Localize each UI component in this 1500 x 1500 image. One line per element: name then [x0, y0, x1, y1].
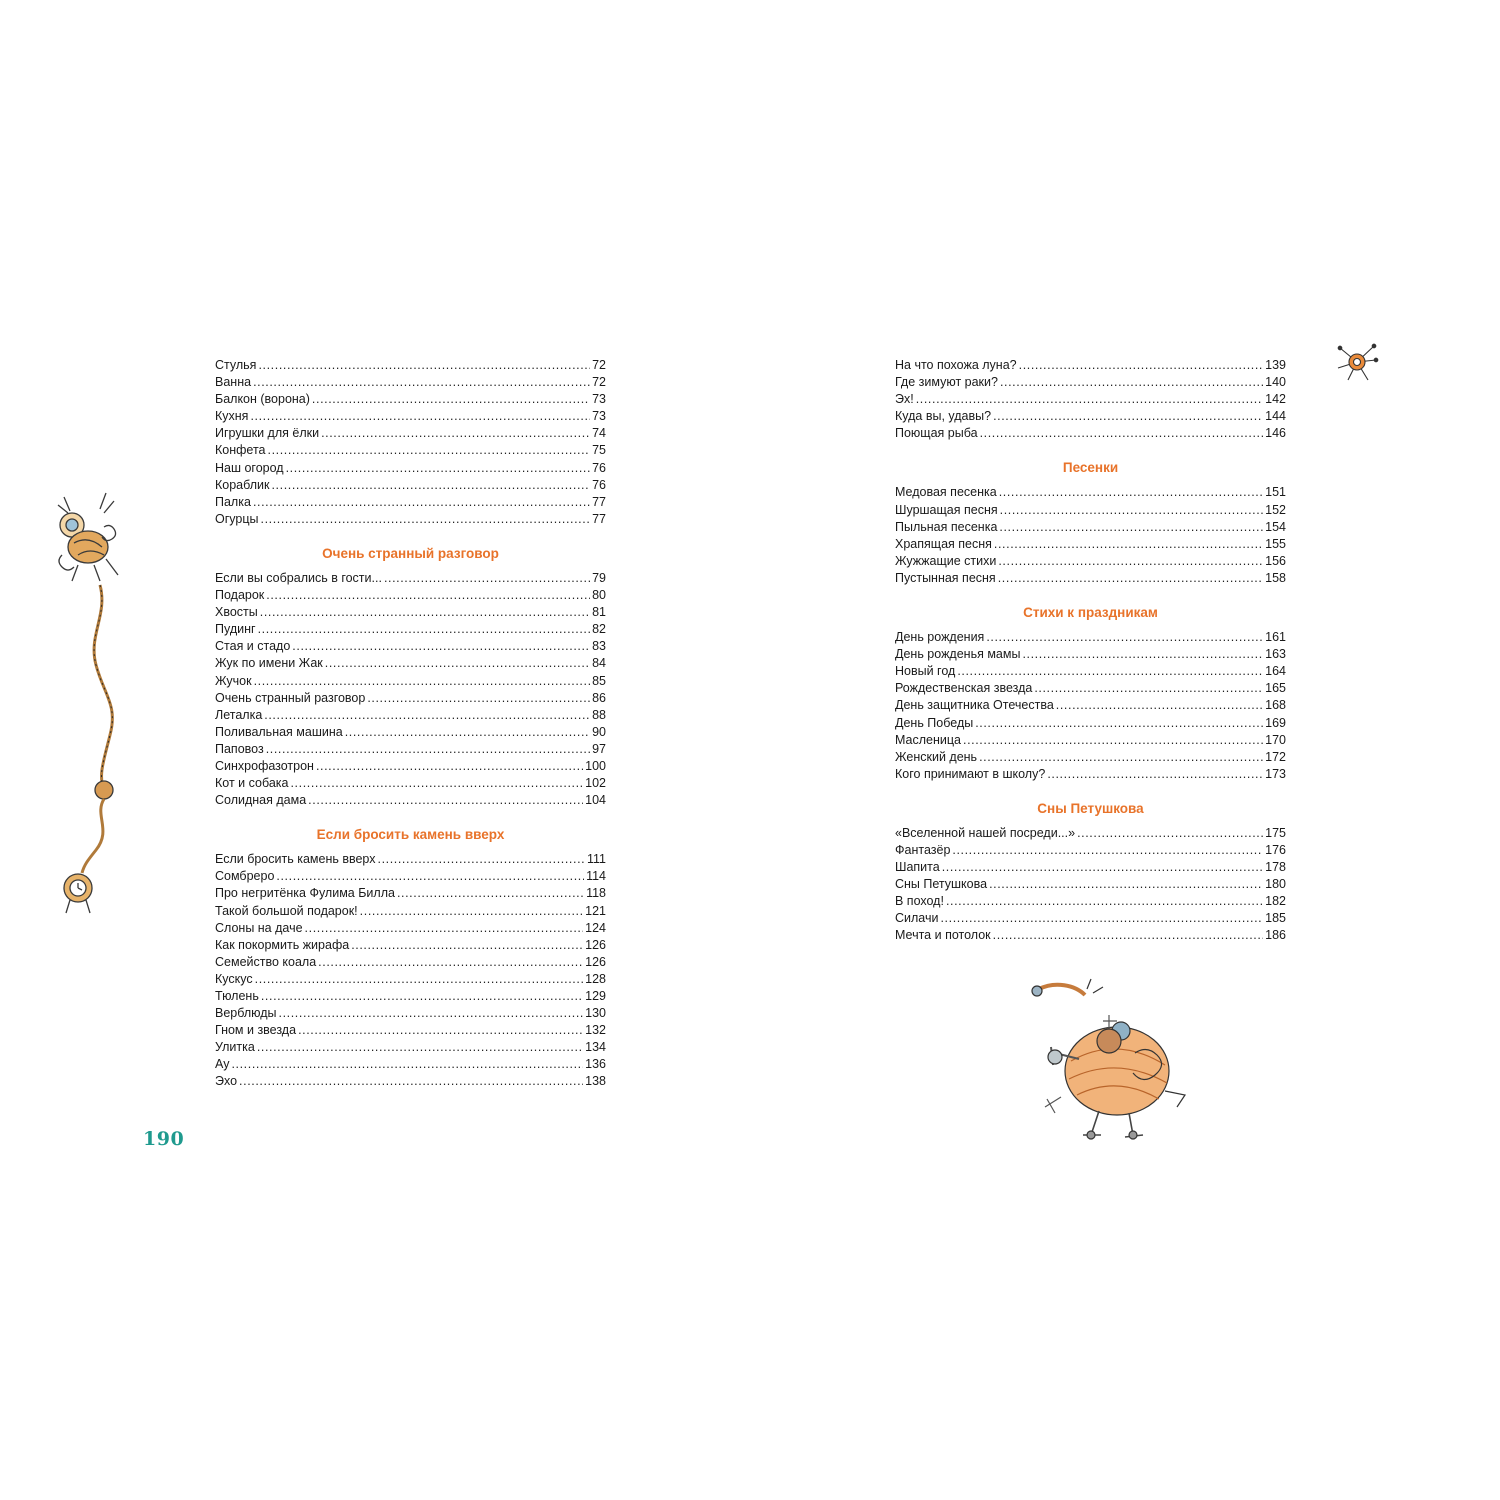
- toc-entry: [215, 792, 606, 809]
- toc-entry-title: Тюлень: [215, 989, 259, 1003]
- toc-entry-title: Эхо: [215, 1074, 238, 1089]
- toc-entry: [215, 954, 606, 971]
- section-title: Стихи к праздникам: [1023, 605, 1158, 621]
- dot-leader: [1034, 680, 1263, 697]
- toc-entry-page: 102: [585, 776, 606, 791]
- toc-entry-page: 129: [585, 989, 606, 1003]
- toc-entry-page: 154: [1265, 519, 1286, 534]
- toc-entry: [215, 673, 606, 690]
- toc-entry: [215, 374, 606, 391]
- dot-leader: [989, 876, 1263, 893]
- toc-entry-title: Новый год: [895, 664, 956, 679]
- toc-entry-page: 161: [1265, 630, 1286, 645]
- dot-leader: [952, 842, 1263, 859]
- toc-entry: [215, 1039, 606, 1056]
- dot-leader: [250, 408, 590, 425]
- toc-entry: [215, 885, 606, 902]
- dot-leader: [1056, 697, 1263, 714]
- dot-leader: [318, 954, 583, 971]
- toc-entry: [215, 920, 606, 937]
- dot-leader: [257, 1039, 583, 1056]
- toc-entry-title: Семейство коала: [215, 954, 317, 969]
- toc-entry-title: Если вы собрались в гости...: [215, 570, 382, 585]
- dot-leader: [271, 477, 590, 494]
- toc-entry-title: Синхрофазотрон: [215, 758, 314, 773]
- toc-entry: [215, 758, 606, 775]
- toc-entry: [215, 638, 606, 655]
- toc-entry-page: 152: [1265, 502, 1286, 517]
- toc-entry-page: 134: [585, 1040, 606, 1055]
- dot-leader: [292, 638, 590, 655]
- toc-entry: [215, 851, 606, 868]
- toc-entry: [895, 646, 1286, 663]
- toc-entry-page: 128: [585, 971, 606, 986]
- toc-entry-title: День Победы: [895, 715, 974, 730]
- dot-leader: [1077, 825, 1263, 842]
- toc-entry-page: 168: [1265, 698, 1286, 713]
- toc-left-column: [215, 357, 606, 1091]
- dot-leader: [254, 673, 591, 690]
- dot-leader: [276, 868, 584, 885]
- toc-entry-title: Верблюды: [215, 1006, 277, 1021]
- toc-entry-page: 155: [1265, 536, 1286, 551]
- toc-entry-title: Огурцы: [215, 511, 259, 526]
- toc-entry-title: Солидная дама: [215, 793, 307, 808]
- toc-entry-page: 151: [1265, 485, 1286, 500]
- toc-entry: [215, 707, 606, 724]
- toc-entry: [215, 1022, 606, 1039]
- toc-entry-title: В поход!: [895, 894, 944, 909]
- toc-entry: [895, 391, 1286, 408]
- dot-leader: [321, 425, 590, 442]
- toc-entry: [215, 442, 606, 459]
- toc-entry: [215, 655, 606, 672]
- small-mechanical-spider-illustration: [1334, 340, 1380, 384]
- toc-entry-page: 124: [585, 920, 606, 935]
- toc-entry-title: Пыльная песенка: [895, 519, 998, 534]
- toc-entry-page: 111: [586, 852, 606, 867]
- toc-entry-page: 126: [585, 954, 606, 969]
- toc-entry-title: Ау: [215, 1057, 230, 1072]
- toc-entry-page: 81: [592, 605, 606, 620]
- toc-entry: [895, 553, 1286, 570]
- toc-entry-page: 185: [1265, 911, 1286, 926]
- toc-entry-title: Масленица: [895, 732, 961, 747]
- toc-entry-title: Гном и звезда: [215, 1023, 297, 1038]
- toc-entry: [895, 893, 1286, 910]
- dot-leader: [231, 1056, 583, 1073]
- toc-entry-title: Слоны на даче: [215, 920, 303, 935]
- toc-right-column: [895, 357, 1286, 945]
- toc-entry: [895, 680, 1286, 697]
- toc-entry-title: Женский день: [895, 749, 978, 764]
- toc-entry-title: Паповоз: [215, 741, 264, 756]
- dot-leader: [980, 425, 1264, 442]
- toc-entry: [215, 937, 606, 954]
- toc-entry: [895, 425, 1286, 442]
- toc-entry-title: Силачи: [895, 911, 939, 926]
- toc-entry: [215, 511, 606, 528]
- dot-leader: [940, 910, 1263, 927]
- toc-entry-page: 72: [592, 358, 606, 372]
- toc-entry: [895, 408, 1286, 425]
- section-title: Если бросить камень вверх: [316, 827, 505, 843]
- toc-entry: [215, 604, 606, 621]
- toc-entry-page: 136: [585, 1057, 606, 1072]
- dot-leader: [397, 885, 584, 902]
- toc-entry-page: 73: [592, 409, 606, 424]
- toc-entry-title: Очень странный разговор: [215, 690, 366, 705]
- toc-entry-title: Такой большой подарок!: [215, 903, 358, 918]
- dot-leader: [264, 707, 590, 724]
- dot-leader: [298, 1022, 583, 1039]
- dot-leader: [946, 893, 1263, 910]
- dot-leader: [367, 690, 590, 707]
- toc-entry-page: 121: [585, 903, 606, 918]
- toc-entry-title: Улитка: [215, 1040, 255, 1055]
- toc-entry-page: 72: [592, 375, 606, 390]
- dot-leader: [279, 1005, 584, 1022]
- dot-leader: [1000, 374, 1263, 391]
- toc-entry-title: Рождественская звезда: [895, 681, 1033, 696]
- dot-leader: [986, 629, 1263, 646]
- dot-leader: [312, 391, 590, 408]
- toc-entry-title: Сны Петушкова: [895, 877, 988, 892]
- toc-entry: [895, 715, 1286, 732]
- mechanical-chicken-illustration: [1025, 975, 1195, 1147]
- dot-leader: [1047, 766, 1263, 783]
- toc-entry-title: Храпящая песня: [895, 536, 992, 551]
- toc-entry-page: 170: [1265, 732, 1286, 747]
- toc-entry: [895, 842, 1286, 859]
- toc-entry: [895, 502, 1286, 519]
- toc-entry-page: 126: [585, 937, 606, 952]
- toc-entry-page: 83: [592, 639, 606, 654]
- toc-entry-title: Пустынная песня: [895, 570, 996, 585]
- toc-entry-page: 76: [592, 460, 606, 475]
- toc-entry: [895, 876, 1286, 893]
- dot-leader: [325, 655, 590, 672]
- toc-entry-page: 79: [592, 570, 606, 585]
- dot-leader: [999, 519, 1263, 536]
- toc-entry-page: 146: [1265, 426, 1286, 441]
- toc-entry: [215, 477, 606, 494]
- toc-entry-page: 90: [592, 724, 606, 739]
- toc-entry-title: Ванна: [215, 375, 252, 390]
- toc-entry-page: 163: [1265, 647, 1286, 662]
- toc-entry: [215, 690, 606, 707]
- dot-leader: [1000, 502, 1264, 519]
- toc-entry: [215, 357, 606, 374]
- toc-entry-title: Если бросить камень вверх: [215, 852, 376, 867]
- toc-entry-page: 173: [1265, 766, 1286, 781]
- toc-entry-page: 77: [592, 494, 606, 509]
- toc-entry-title: Где зимуют раки?: [895, 375, 998, 390]
- toc-entry: [895, 749, 1286, 766]
- toc-entry-title: Шапита: [895, 860, 940, 875]
- dot-leader: [998, 570, 1263, 587]
- toc-entry-title: Конфета: [215, 443, 266, 458]
- dot-leader: [1019, 357, 1264, 374]
- toc-entry-title: Жужжащие стихи: [895, 553, 997, 568]
- toc-entry-page: 172: [1265, 749, 1286, 764]
- toc-entry-title: Пудинг: [215, 622, 256, 637]
- toc-entry-page: 186: [1265, 928, 1286, 943]
- dot-leader: [253, 374, 590, 391]
- toc-entry-title: День защитника Отечества: [895, 698, 1054, 713]
- toc-entry-page: 73: [592, 392, 606, 407]
- toc-entry: [895, 570, 1286, 587]
- dot-leader: [258, 621, 591, 638]
- dot-leader: [253, 494, 590, 511]
- toc-entry-title: Жучок: [215, 673, 252, 688]
- toc-entry-page: 164: [1265, 664, 1286, 679]
- toc-entry-page: 130: [585, 1006, 606, 1021]
- toc-entry: [895, 663, 1286, 680]
- toc-entry-title: Куда вы, удавы?: [895, 409, 992, 424]
- toc-entry-title: Стая и стадо: [215, 639, 291, 654]
- toc-entry-title: День рожденья мамы: [895, 647, 1021, 662]
- dot-leader: [308, 792, 583, 809]
- dot-leader: [942, 859, 1263, 876]
- toc-entry-title: Шуршащая песня: [895, 502, 998, 517]
- toc-entry-title: Кораблик: [215, 477, 270, 492]
- toc-entry-page: 88: [592, 707, 606, 722]
- toc-entry: [215, 971, 606, 988]
- toc-entry-page: 77: [592, 511, 606, 526]
- dot-leader: [957, 663, 1263, 680]
- mechanical-bug-pendulum-illustration: [48, 485, 133, 920]
- toc-entry: [895, 732, 1286, 749]
- toc-entry-title: Стулья: [215, 358, 257, 372]
- toc-entry-page: 140: [1265, 375, 1286, 390]
- toc-entry: [215, 988, 606, 1005]
- toc-entry-page: 165: [1265, 681, 1286, 696]
- dot-leader: [239, 1073, 583, 1090]
- toc-entry: [215, 1056, 606, 1073]
- toc-entry: [215, 570, 606, 587]
- dot-leader: [316, 758, 583, 775]
- toc-entry-page: 118: [586, 886, 606, 901]
- toc-entry-title: Кухня: [215, 409, 249, 424]
- toc-entry: [215, 587, 606, 604]
- toc-entry-title: Мечта и потолок: [895, 928, 991, 943]
- toc-entry-page: 85: [592, 673, 606, 688]
- toc-entry-page: 84: [592, 656, 606, 671]
- toc-entry-title: Сомбреро: [215, 869, 275, 884]
- dot-leader: [384, 570, 590, 587]
- dot-leader: [998, 553, 1263, 570]
- toc-entry-page: 97: [592, 741, 606, 756]
- toc-entry-page: 178: [1265, 860, 1286, 875]
- toc-entry: [215, 724, 606, 741]
- toc-entry-page: 156: [1265, 553, 1286, 568]
- toc-entry-title: Поющая рыба: [895, 426, 978, 441]
- toc-entry: [895, 859, 1286, 876]
- section-title: Песенки: [1062, 460, 1119, 476]
- toc-entry-title: Кускус: [215, 971, 253, 986]
- dot-leader: [266, 587, 590, 604]
- section-title: Сны Петушкова: [1037, 800, 1144, 816]
- toc-entry-page: 82: [592, 622, 606, 637]
- toc-entry: [895, 825, 1286, 842]
- dot-leader: [261, 511, 591, 528]
- toc-entry-title: Эх!: [895, 392, 914, 407]
- toc-entry: [895, 697, 1286, 714]
- toc-entry: [215, 1073, 606, 1090]
- dot-leader: [1022, 646, 1263, 663]
- toc-entry-page: 138: [585, 1074, 606, 1089]
- dot-leader: [258, 357, 590, 374]
- dot-leader: [975, 715, 1263, 732]
- toc-entry-page: 180: [1265, 877, 1286, 892]
- toc-entry-page: 86: [592, 690, 606, 705]
- dot-leader: [378, 851, 585, 868]
- dot-leader: [260, 604, 590, 621]
- toc-entry: [215, 460, 606, 477]
- toc-entry: [895, 357, 1286, 374]
- toc-entry-title: Наш огород: [215, 460, 284, 475]
- toc-entry-page: 139: [1265, 358, 1286, 372]
- toc-entry-title: Леталка: [215, 707, 263, 722]
- toc-entry: [215, 1005, 606, 1022]
- toc-entry: [895, 927, 1286, 944]
- dot-leader: [290, 775, 583, 792]
- toc-entry-title: Игрушки для ёлки: [215, 426, 320, 441]
- toc-entry-title: Как покормить жирафа: [215, 937, 350, 952]
- toc-entry-title: «Вселенной нашей посреди...»: [895, 825, 1076, 840]
- toc-entry: [215, 868, 606, 885]
- toc-entry-title: Хвосты: [215, 605, 258, 620]
- toc-entry-title: Фантазёр: [895, 842, 951, 857]
- toc-entry: [895, 766, 1286, 783]
- toc-entry-page: 114: [586, 869, 606, 884]
- dot-leader: [994, 536, 1263, 553]
- toc-entry-page: 175: [1265, 825, 1286, 840]
- toc-entry-page: 182: [1265, 894, 1286, 909]
- toc-entry: [895, 629, 1286, 646]
- dot-leader: [963, 732, 1263, 749]
- toc-entry-page: 76: [592, 477, 606, 492]
- toc-entry: [895, 910, 1286, 927]
- toc-entry-page: 176: [1265, 842, 1286, 857]
- dot-leader: [255, 971, 584, 988]
- toc-entry-page: 132: [585, 1023, 606, 1038]
- dot-leader: [268, 442, 591, 459]
- toc-entry-title: Кот и собака: [215, 776, 289, 791]
- toc-entry-page: 75: [592, 443, 606, 458]
- toc-entry-title: Балкон (ворона): [215, 392, 310, 407]
- dot-leader: [979, 749, 1263, 766]
- page-number: 190: [143, 1128, 185, 1150]
- toc-entry-title: Поливальная машина: [215, 724, 343, 739]
- dot-leader: [916, 391, 1263, 408]
- toc-entry: [215, 741, 606, 758]
- toc-entry-page: 169: [1265, 715, 1286, 730]
- toc-entry-title: День рождения: [895, 630, 985, 645]
- toc-entry: [215, 775, 606, 792]
- dot-leader: [345, 724, 590, 741]
- toc-entry-page: 74: [592, 426, 606, 441]
- toc-entry: [215, 621, 606, 638]
- toc-entry-title: Подарок: [215, 588, 265, 603]
- toc-entry-title: Кого принимают в школу?: [895, 766, 1046, 781]
- toc-entry: [895, 536, 1286, 553]
- toc-entry-title: Медовая песенка: [895, 485, 997, 500]
- toc-entry: [895, 484, 1286, 501]
- toc-entry: [215, 425, 606, 442]
- section-title: Очень странный разговор: [322, 545, 499, 561]
- toc-entry-page: 158: [1265, 570, 1286, 585]
- toc-entry-title: На что похожа луна?: [895, 358, 1017, 372]
- toc-entry: [895, 374, 1286, 391]
- dot-leader: [261, 988, 583, 1005]
- toc-entry: [215, 391, 606, 408]
- toc-entry-page: 80: [592, 588, 606, 603]
- dot-leader: [993, 408, 1263, 425]
- dot-leader: [266, 741, 590, 758]
- toc-entry: [215, 494, 606, 511]
- dot-leader: [999, 484, 1263, 501]
- toc-entry: [215, 903, 606, 920]
- dot-leader: [286, 460, 591, 477]
- dot-leader: [351, 937, 583, 954]
- dot-leader: [305, 920, 584, 937]
- dot-leader: [360, 903, 583, 920]
- toc-entry-title: Жук по имени Жак: [215, 656, 323, 671]
- toc-entry: [895, 519, 1286, 536]
- dot-leader: [993, 927, 1264, 944]
- toc-entry-title: Палка: [215, 494, 251, 509]
- toc-entry-page: 100: [585, 758, 606, 773]
- toc-entry-title: Про негритёнка Фулима Билла: [215, 886, 395, 901]
- toc-entry-page: 144: [1265, 409, 1286, 424]
- toc-entry-page: 104: [585, 793, 606, 808]
- toc-entry: [215, 408, 606, 425]
- toc-entry-page: 142: [1265, 392, 1286, 407]
